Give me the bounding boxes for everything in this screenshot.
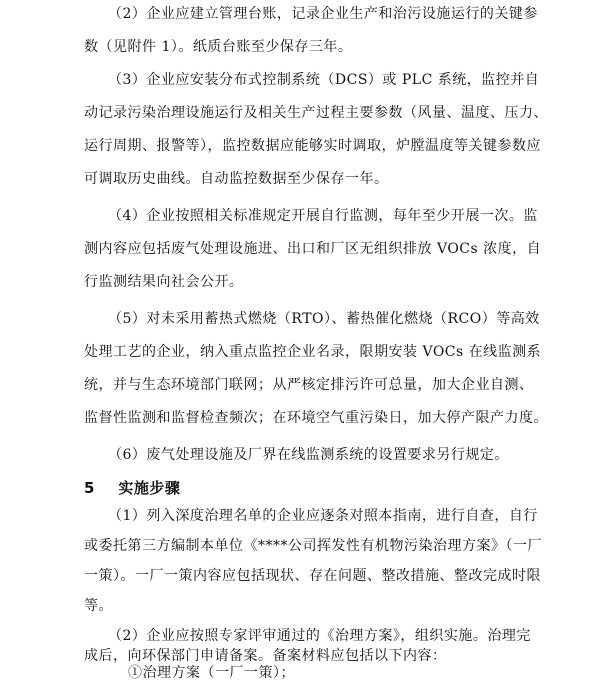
- paragraph-5-line-4: 监督性监测和监督检查频次；在环境空气重污染日，加大停产限产力度。: [84, 410, 548, 426]
- paragraph-6-line-1: （6）废气处理设施及厂界在线监测系统的设置要求另行规定。: [108, 447, 509, 463]
- step-1-line-3: 一策）。一厂一策内容应包括现状、存在问题、整改措施、整改完成时限: [84, 568, 541, 584]
- paragraph-4-line-3: 行监测结果向社会公开。: [84, 274, 244, 290]
- step-1-line-1: （1）列入深度治理名单的企业应逐条对照本指南，进行自查，自行: [108, 508, 538, 524]
- list-item-1: ①治理方案（一厂一策）；: [128, 665, 295, 681]
- step-1-line-2: 或委托第三方编制本单位《****公司挥发性有机物污染治理方案》（一厂: [84, 538, 542, 554]
- paragraph-4-line-1: （4）企业按照相关标准规定开展自行监测，每年至少开展一次。监: [108, 208, 538, 224]
- paragraph-4-line-2: 测内容应包括废气处理设施进、出口和厂区无组织排放 VOCs 浓度，自: [84, 241, 542, 257]
- paragraph-3-line-2: 动记录污染治理设施运行及相关生产过程主要参数（风量、温度、压力、: [84, 105, 548, 121]
- step-2-line-2: 成后，向环保部门申请备案。备案材料应包括以下内容：: [84, 648, 447, 664]
- paragraph-3-line-4: 可调取历史曲线。自动监控数据至少保存一年。: [84, 171, 389, 187]
- section-title: 实施步骤: [118, 479, 181, 497]
- paragraph-5-line-3: 统，并与生态环境部门联网；从严核定排污许可总量，加大企业自测、: [84, 377, 534, 393]
- section-heading: [84, 478, 180, 498]
- paragraph-2-line-2: 数（见附件 1）。纸质台账至少保存三年。: [84, 39, 353, 55]
- paragraph-5-line-2: 处理工艺的企业，纳入重点监控企业名录，限期安装 VOCs 在线监测系: [84, 344, 542, 360]
- paragraph-2-line-1: （2）企业应建立管理台账，记录企业生产和治污设施运行的关键参: [108, 6, 538, 22]
- paragraph-5-line-1: （5）对未采用蓄热式燃烧（RTO）、蓄热催化燃烧（RCO）等高效: [108, 311, 540, 327]
- section-number: 5: [84, 479, 95, 497]
- step-2-line-1: （2）企业应按照专家评审通过的《治理方案》，组织实施。治理完: [108, 628, 531, 644]
- step-1-line-4: 等。: [84, 598, 113, 614]
- paragraph-3-line-3: 运行周期、报警等），监控数据应能够实时调取，炉膛温度等关键参数应: [84, 138, 541, 154]
- paragraph-3-line-1: （3）企业应安装分布式控制系统（DCS）或 PLC 系统，监控并自: [108, 72, 540, 88]
